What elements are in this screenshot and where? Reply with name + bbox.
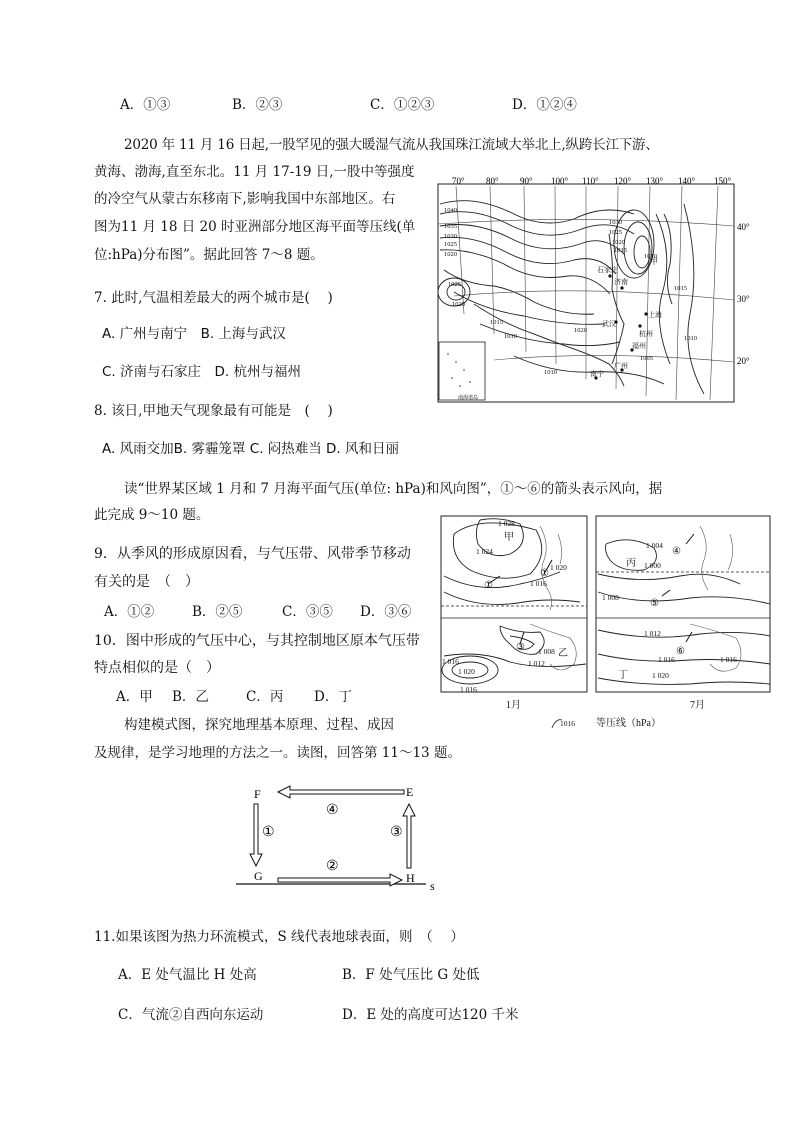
city-jinan: 济南 [614,278,628,286]
center-jia: 甲 [504,532,514,543]
q10-option-d: D．丁 [314,689,352,705]
city-shijiazhuang: 石家庄 [597,266,618,274]
isobar-label: 1020 [574,327,587,334]
jan-label: 1月 [506,700,521,711]
jan-arrow-1b: ① [540,568,549,579]
jul-isobar: 1 008 [602,593,619,602]
lon-label: 130° [646,176,664,186]
isobar-label: 1030 [444,233,457,240]
lon-label: 70° [452,176,465,186]
jul-arrow-5: ⑤ [650,598,659,609]
q11-option-c: C．气流②自西向东运动 [118,1007,264,1023]
num-3: ③ [390,825,403,840]
q9-option-a: A．①② [104,604,155,620]
isobar-label: 1020 [444,251,457,258]
passage2-line2: 此完成 9～10 题。 [94,507,210,523]
label-g: G [254,869,263,883]
q11-option-b: B．F 处气压比 G 处低 [342,967,480,983]
isobar-label: 1015 [674,285,687,292]
lon-label: 150° [714,176,732,186]
south-sea-inset [439,342,485,400]
point-jia: 甲 [650,257,658,266]
arrow-1 [250,804,262,866]
jul-isobar: 1 000 [644,561,661,570]
passage3-line1: 构建模式图，探究地理基本原理、过程、成因 [124,717,394,733]
passage3-line2: 及规律，是学习地理的方法之一。读图，回答第 11～13 题。 [94,745,461,761]
jul-isobar: 1 004 [646,541,663,550]
passage1-line4: 图为11 月 18 日 20 时亚洲部分地区海平面等压线(单 [94,219,416,235]
lon-label: 90° [520,176,533,186]
q6-option-b: B．②③ [232,97,283,113]
jan-isobar: 1 008 [538,647,555,656]
label-s: s [430,879,435,892]
q9-option-b: B．②⑤ [192,604,243,620]
city-fuzhou: 福州 [632,342,646,350]
isobar-label: 1030 [609,219,622,226]
jan-isobar: 1 016 [460,685,477,694]
arrow-3 [403,804,415,868]
asia-isobar-map [434,174,750,406]
q7-options-ab: A. 广州与南宁 B. 上海与武汉 [102,326,286,342]
jul-arrow-6: ⑥ [676,646,685,657]
passage1-line3: 的冷空气从蒙古东移南下,影响我国中东部地区。右 [94,191,396,207]
q7-stem: 7. 此时,气温相差最大的两个城市是( ) [94,290,333,306]
inset-label: 南海诸岛 [458,396,479,401]
jan-jul-pressure-map [440,514,772,734]
jul-label: 7月 [690,700,705,711]
passage2-line1: 读“世界某区域 1 月和 7 月海平面气压(单位: hPa)和风向图”，①～⑥的箭头表示风向，据 [124,481,663,497]
q9-line1: 9．从季风的形成原因看，与气压带、风带季节移动 [94,546,411,562]
city-shanghai: 上海 [648,311,662,319]
passage1-line1: 2020 年 11 月 16 日起,一股罕见的强大暖湿气流从我国珠江流域大举北上,纵跨长江下游、 [124,137,659,153]
jan-isobar: 1 016 [530,579,547,588]
isobar-label: 1010 [504,333,517,340]
isobar-label: 1010 [544,369,557,376]
q6-option-a: A．①③ [120,97,171,113]
lon-label: 80° [486,176,499,186]
lon-label: 100° [551,176,569,186]
city-guangzhou: 广州 [614,362,628,370]
lat-label: 20° [737,356,750,366]
city-wuhan: 武汉 [602,320,616,328]
q9-line2: 有关的是 （ ） [94,574,199,590]
q10-line1: 10．图中形成的气压中心，与其控制地区原本气压带 [94,633,420,649]
q10-option-c: C．丙 [246,689,284,705]
jul-panel [596,516,770,692]
q10-option-b: B．乙 [172,689,209,705]
city-dot [608,274,611,277]
q11-option-a: A．E 处气温比 H 处高 [118,967,257,983]
q6-option-c: C．①②③ [370,97,435,113]
isobar-label: 1035 [444,223,457,230]
arrow-4 [278,786,404,798]
isobar-label: 1015 [614,247,627,254]
isobar-label: 1005 [640,355,653,362]
num-1: ① [262,825,275,840]
passage1-line2: 黄海、渤海,直至东北。11 月 17-19 日,一股中等强度 [94,164,415,180]
circulation-diagram [230,778,450,892]
num-2: ② [326,859,339,874]
jan-isobar: 1 012 [528,659,545,668]
q11-stem: 11.如果该图为热力环流模式，S 线代表地球表面，则 （ ） [94,929,465,945]
isobar-label: 1020 [612,239,625,246]
lat-label: 30° [737,294,750,304]
passage1-line5: 位:hPa)分布图”。据此回答 7～8 题。 [94,247,324,263]
isobar-label: 1010 [684,335,697,342]
isobar-label: 1025 [448,281,461,288]
jul-isobar: 1 020 [652,671,669,680]
q9-option-c: C．③⑤ [282,604,333,620]
isobar-label: 1040 [444,207,457,214]
q10-line2: 特点相似的是（ ） [94,660,220,676]
jan-panel [441,516,587,692]
city-hangzhou: 杭州 [639,330,653,338]
q7-options-cd: C. 济南与石家庄 D. 杭州与福州 [102,364,301,380]
label-e: E [406,785,414,799]
jul-arrow-4: ④ [672,546,681,557]
q9-option-d: D．③⑥ [360,604,412,620]
jul-isobar: 1 016 [720,655,737,664]
isobar-label: 1025 [444,241,457,248]
q10-option-a: A．甲 [116,689,153,705]
city-nanning: 南宁 [590,370,604,378]
lon-label: 140° [678,176,696,186]
center-yi: 乙 [558,648,568,659]
jul-isobar: 1 012 [644,629,661,638]
isobar-label: 1025 [609,229,622,236]
isobar-label: 1015 [490,319,503,326]
q11-option-d: D．E 处的高度可达120 千米 [342,1007,519,1023]
jan-isobar: 1 020 [550,563,567,572]
legend-text: 等压线（hPa） [596,718,661,729]
jan-isobar: 1 016 [442,657,459,666]
q8-options: A. 风雨交加B. 雾霾笼罩 C. 闷热难当 D. 风和日丽 [102,441,399,457]
lon-label: 110° [582,176,599,186]
label-f: F [254,787,261,801]
isobar-label: 1020 [452,301,465,308]
q6-option-d: D．①②④ [512,97,577,113]
center-ding: 丁 [618,670,628,681]
q8-stem: 8. 该日,甲地天气现象最有可能是 ( ) [94,403,333,419]
isobar-label: 1010 [644,253,657,260]
jan-arrow-3: ③ [516,642,525,653]
city-dot [620,286,623,289]
jul-isobar: 1 016 [658,655,675,664]
label-h: H [406,871,415,885]
lat-label: 40° [737,222,750,232]
lon-label: 120° [614,176,632,186]
center-bing: 丙 [626,558,636,569]
jan-isobar: 1 024 [476,547,493,556]
num-4: ④ [326,803,339,818]
city-dot [638,324,641,327]
jan-isobar: 1 020 [458,667,475,676]
jan-arrow-1: ① [484,580,493,591]
jan-isobar: 1 028 [498,519,515,528]
legend-sample: 1016 [560,719,575,728]
